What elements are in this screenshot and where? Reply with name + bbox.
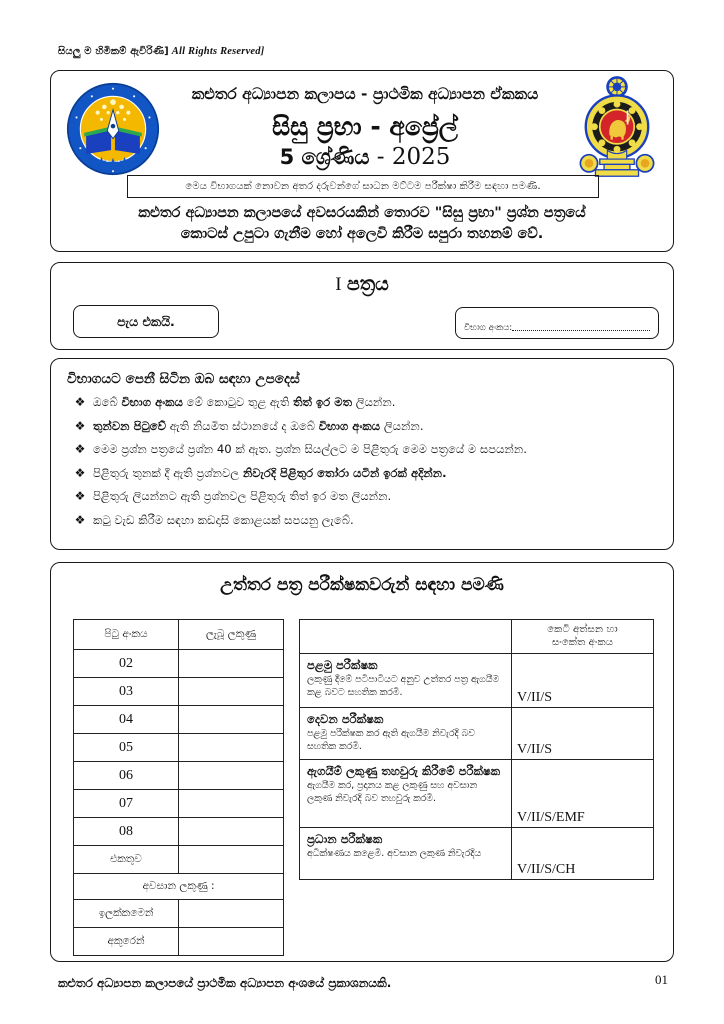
table-row-final xyxy=(74,874,284,900)
instruction-item xyxy=(67,419,659,434)
signature-area[interactable] xyxy=(512,828,654,858)
instruction-text: ඔබේ විභාග අංකය මේ කොටුව තුළ ඇති තිත් ඉර මත ලියන්න. xyxy=(93,395,396,409)
instruction-item xyxy=(67,489,659,504)
kalutara-education-zone-logo-icon xyxy=(65,81,161,177)
role-title: පළමු පරීක්ෂක xyxy=(307,658,378,672)
instruction-item xyxy=(67,513,659,528)
instruction-text: කටු වැඩ කිරීම සඳහා කඩදාසි කොළයක් සපයනු ලැබේ. xyxy=(93,512,354,527)
table-row xyxy=(74,818,284,846)
table-row xyxy=(74,928,284,956)
footer-publisher: කළුතර අධ්‍යාපන කලාපයේ ප්‍රාථමික අධ්‍යාපන අංශයේ ප්‍රකාශනයකි. xyxy=(58,976,392,990)
marks-header-score: ලැබූ ලකුණු xyxy=(179,620,284,650)
instruction-text: පිළිතුරු ලියන්නට ඇති ප්‍රශ්නවල පිළිතුරු තිත් ඉර මත ලියන්න. xyxy=(93,489,392,504)
role-description: පළමු පරීක්ෂක කර ඇති ඇගයීම නිවැරදි බව සහතික කරමි. xyxy=(307,728,475,752)
table-row xyxy=(300,760,654,806)
examiners-panel xyxy=(50,562,674,962)
instruction-item xyxy=(67,466,659,481)
instructions-list xyxy=(67,395,659,536)
final-marks-label-cell: අවසාන ලකුණු : xyxy=(74,874,284,900)
role-title: ඇගයීම් ලකුණු තහවුරු කිරීමේ පරීක්ෂක xyxy=(307,764,501,778)
score-cell[interactable] xyxy=(179,734,284,762)
zone-line: කළුතර අධ්‍යාපන කලාපය - ප්‍රාථමික අධ්‍යාපන ඒකකය xyxy=(191,85,539,103)
instructions-heading: විභාගයට පෙනී සිටින ඔබ සඳහා උපදෙස් xyxy=(67,371,300,387)
score-cell[interactable] xyxy=(179,762,284,790)
table-row-total xyxy=(74,846,284,874)
instructions-panel xyxy=(50,358,674,550)
total-score-cell[interactable] xyxy=(179,846,284,874)
paper-panel xyxy=(50,262,674,350)
signature-area[interactable] xyxy=(512,760,654,806)
page-number-cell: 07 xyxy=(74,790,179,818)
bullet-icon: ❖ xyxy=(74,418,86,433)
examiner-code-cell: V/II/S xyxy=(512,686,654,708)
bullet-icon: ❖ xyxy=(74,465,86,480)
table-row xyxy=(74,650,284,678)
footer-page-number: 01 xyxy=(655,972,668,987)
signature-area[interactable] xyxy=(512,654,654,686)
page-number-cell: 05 xyxy=(74,734,179,762)
examiner-signature-table xyxy=(299,619,654,880)
role-description: අධීක්ෂණය කළෙමි. අවසාන ලකුණ නිවැරදිය xyxy=(307,848,482,860)
paper-title xyxy=(51,273,673,296)
warning-line-1: කළුතර අධ්‍යාපන කලාපයේ අවසරයකින් තොරව "සිසු ප්‍රභා" ප්‍රශ්න පත්‍රයේ xyxy=(138,205,586,221)
warning-line-2: කොටස් උපුටා ගැනීම හෝ අලෙවි කිරීම සපුරා තහනම් වේ. xyxy=(180,225,544,242)
signature-area[interactable] xyxy=(512,708,654,738)
instruction-text: පිළිතුරු තුනක් දී ඇති ප්‍රශ්නවල නිවැරදි පිළිතුර තෝරා යටින් ඉරක් අදින්න. xyxy=(93,465,447,480)
table-row xyxy=(74,762,284,790)
in-words-label-cell: අකුරෙන් xyxy=(74,928,179,956)
table-row xyxy=(74,678,284,706)
examiner-code-cell: V/II/S/EMF xyxy=(512,806,654,828)
examiner-code-cell: V/II/S/CH xyxy=(512,858,654,880)
exam-notice-strip: මෙය විභාගයක් නොවන අතර දරුවන්ගේ සාධන මට්ටම පරීක්ෂා කිරීම සඳහා පමණි. xyxy=(127,175,599,198)
role-description: ලකුණු දීමේ පටිපාටියට අනුව උත්තර පත්‍ර ඇගයීම කළ බවට සහතික කරමි. xyxy=(307,674,500,698)
table-row xyxy=(300,708,654,738)
in-words-value-cell[interactable] xyxy=(179,928,284,956)
score-cell[interactable] xyxy=(179,818,284,846)
signature-header-blank xyxy=(300,620,512,654)
instruction-item xyxy=(67,442,659,457)
table-row xyxy=(300,828,654,858)
score-cell[interactable] xyxy=(179,706,284,734)
signature-header-code: කෙටි අත්සන හා සංකේත අංකය xyxy=(512,620,654,654)
exam-name: සිසු ප්‍රභා - අප්‍රේල් xyxy=(272,111,458,141)
instruction-item xyxy=(67,395,659,410)
sri-lanka-national-emblem-icon xyxy=(573,75,661,187)
header-titles xyxy=(161,85,569,170)
table-row xyxy=(74,790,284,818)
rights-english: All Rights Reserved] xyxy=(171,46,265,57)
bullet-icon: ❖ xyxy=(74,442,86,457)
total-label-cell: එකතුව xyxy=(74,846,179,874)
score-cell[interactable] xyxy=(179,678,284,706)
page-number-cell: 03 xyxy=(74,678,179,706)
duration-box: පැය එකයි. xyxy=(73,305,219,338)
role-title: දෙවන පරීක්ෂක xyxy=(307,712,384,726)
role-title: ප්‍රධාන පරීක්ෂක xyxy=(307,832,383,846)
table-row xyxy=(300,654,654,686)
marks-table xyxy=(73,619,284,956)
instruction-text: තුන්වන පිටුවේ ඇති නියමිත ස්ථානයේ ද ඔබේ විභාග අංකය ලියන්න. xyxy=(93,418,424,433)
page-number-cell: 06 xyxy=(74,762,179,790)
page-number-cell: 02 xyxy=(74,650,179,678)
page-number-cell: 08 xyxy=(74,818,179,846)
copyright-warning xyxy=(73,203,651,244)
examiner-role-cell xyxy=(300,760,512,828)
header-panel xyxy=(50,70,674,252)
in-figures-label-cell: ඉලක්කමෙන් xyxy=(74,900,179,928)
bullet-icon: ❖ xyxy=(74,395,86,409)
examiners-heading: උත්තර පත්‍ර පරීක්ෂකවරුන් සඳහා පමණි xyxy=(220,575,504,595)
score-cell[interactable] xyxy=(179,650,284,678)
grade-label: 5 ශ්‍රේණිය xyxy=(279,145,370,170)
year-label: 2025 xyxy=(391,144,451,171)
index-number-label: විභාග අංකය: xyxy=(464,323,513,333)
grade-year-dash: - xyxy=(376,144,385,171)
index-number-dotted-line[interactable] xyxy=(512,330,650,331)
bullet-icon: ❖ xyxy=(74,512,86,527)
table-header-row xyxy=(74,620,284,650)
in-figures-value-cell[interactable] xyxy=(179,900,284,928)
paper-number: I xyxy=(335,274,342,295)
table-row xyxy=(74,706,284,734)
examiner-role-cell xyxy=(300,654,512,708)
table-row xyxy=(74,900,284,928)
grade-year-line xyxy=(161,145,569,170)
examiner-role-cell xyxy=(300,708,512,760)
score-cell[interactable] xyxy=(179,790,284,818)
instruction-text: මෙම ප්‍රශ්න පත්‍රයේ ප්‍රශ්න 40 ක් ඇත. ප්‍රශ්න සියල්ලට ම පිළිතුරු මෙම පත්‍රයේ ම සපයන්න. xyxy=(93,442,527,457)
table-header-row xyxy=(300,620,654,654)
all-rights-reserved-notice xyxy=(58,46,264,57)
rights-sinhala: සියලු ම හිමිකම් ඇවිරිණි] xyxy=(58,46,169,57)
marks-header-page: පිටු අංකය xyxy=(74,620,179,650)
index-number-field[interactable] xyxy=(455,307,659,339)
examiner-role-cell xyxy=(300,828,512,880)
bullet-icon: ❖ xyxy=(74,489,86,504)
role-description: ඇගයීම කර, ප්‍රදානය කළ ලකුණු සහ අවසාන ලකුණ නිවැරදි බව තහවුරු කරමි. xyxy=(307,780,478,804)
page-number-cell: 04 xyxy=(74,706,179,734)
table-row xyxy=(74,734,284,762)
examiner-code-cell: V/II/S xyxy=(512,738,654,760)
paper-label: පත්‍රය xyxy=(346,273,389,295)
